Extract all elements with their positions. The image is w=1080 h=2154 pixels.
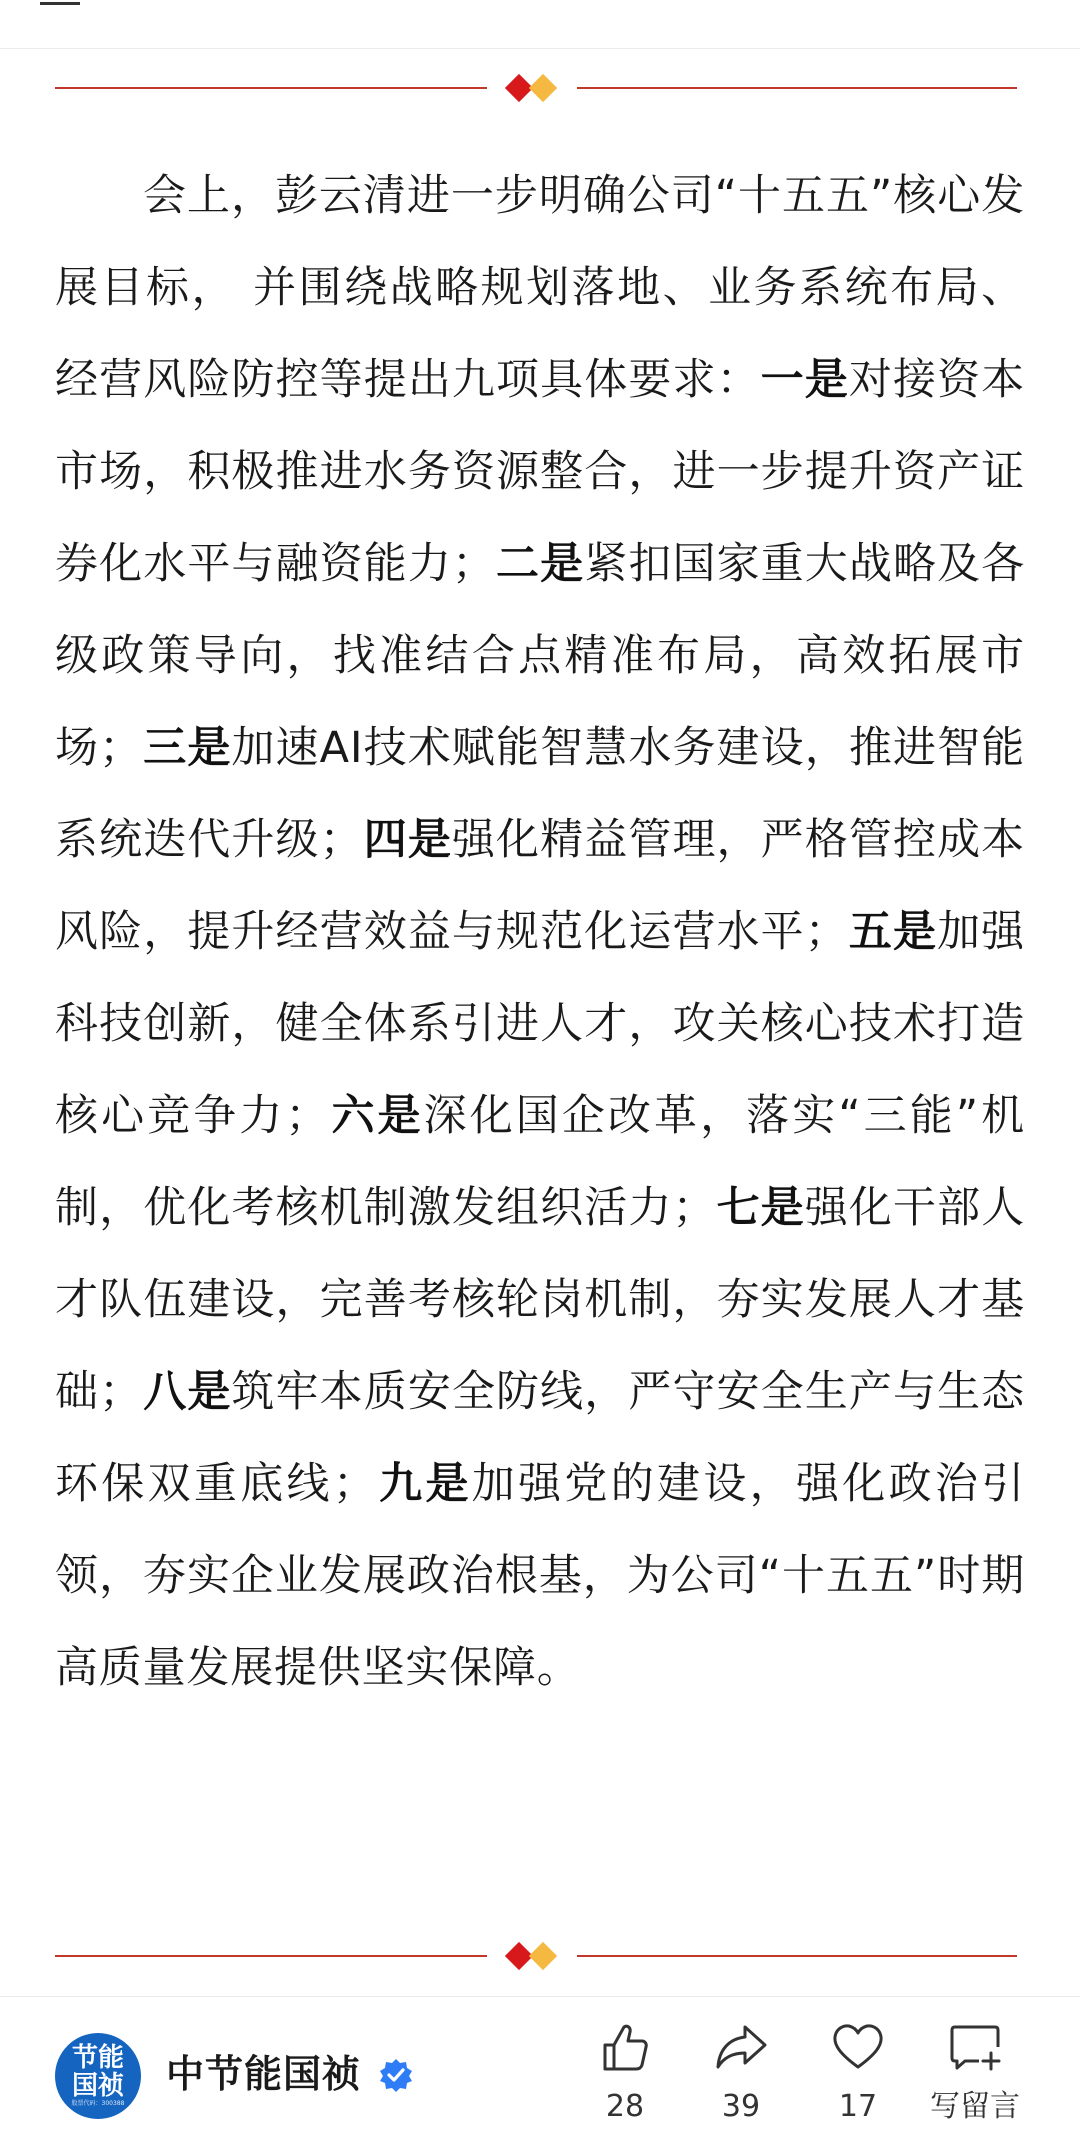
favorite-count: 17 xyxy=(838,2089,878,2124)
avatar-stock-code: 股票代码：300388 xyxy=(71,2100,125,2107)
article-text-segment: 深化国企改革，落实“三能”机制，优化考核机制激发组织活力； xyxy=(55,1091,1025,1233)
favorite-button[interactable] xyxy=(798,2019,918,2125)
gold-diamond-icon xyxy=(529,74,557,102)
article-text-segment: 强化干部人才队伍建设，完善考核轮岗机制，夯实发展人才基础； xyxy=(55,1183,1025,1417)
requirement-marker: 七是 xyxy=(716,1183,805,1233)
ornament-divider-top xyxy=(55,73,1017,103)
thumbs-up-icon xyxy=(597,2019,653,2075)
bottom-action-bar xyxy=(0,1997,1080,2154)
comment-add-icon xyxy=(947,2019,1003,2075)
article-text-segment: 紧扣国家重大战略及各级政策导向，找准结合点精准布局，高效拓展市场； xyxy=(55,539,1026,773)
article-text-segment: 对接资本市场，积极推进水务资源整合，进一步提升资产证券化水平与融资能力； xyxy=(55,355,1026,589)
share-button[interactable] xyxy=(681,2019,801,2125)
article-text-segment: 加强科技创新，健全体系引进人才，攻关核心技术打造核心竞争力； xyxy=(55,907,1025,1141)
divider-line-right xyxy=(577,87,1017,89)
account-avatar[interactable] xyxy=(55,2033,141,2119)
requirement-marker: 八是 xyxy=(142,1367,232,1417)
ornament-divider-bottom xyxy=(55,1941,1017,1971)
requirement-marker: 九是 xyxy=(376,1459,472,1509)
article-text-segment: 会上，彭云清进一步明确公司“十五五”核心发展目标， 并围绕战略规划落地、业务系统布局、经营风险防控等提出九项具体要求： xyxy=(55,171,1025,405)
gold-diamond-icon xyxy=(529,1942,557,1970)
avatar-logo-line-1: 节能 xyxy=(71,2043,124,2073)
article-text-segment: 加速AI技术赋能智慧水务建设，推进智能系统迭代升级； xyxy=(55,723,1025,865)
verified-badge-icon xyxy=(378,2057,414,2093)
article-text-segment: 加强党的建设，强化政治引领，夯实企业发展政治根基，为公司“十五五”时期高质量发展提供坚实保障。 xyxy=(55,1459,1025,1693)
divider-line-left xyxy=(55,87,487,89)
clipped-glyph xyxy=(40,0,80,5)
like-count: 28 xyxy=(605,2089,645,2124)
requirement-marker: 五是 xyxy=(848,907,938,957)
requirement-marker: 二是 xyxy=(495,539,585,589)
requirement-marker: 四是 xyxy=(363,815,452,865)
article-text-segment: 筑牢本质安全防线，严守安全生产与生态环保双重底线； xyxy=(55,1367,1025,1509)
requirement-marker: 一是 xyxy=(760,355,849,405)
divider-line-left xyxy=(55,1955,487,1957)
avatar-logo-line-2: 国祯 xyxy=(71,2071,124,2101)
share-arrow-icon xyxy=(713,2019,769,2075)
like-button[interactable] xyxy=(565,2019,685,2125)
requirement-marker: 六是 xyxy=(329,1091,424,1141)
divider-line-right xyxy=(577,1955,1017,1957)
heart-icon xyxy=(830,2019,886,2075)
article-text-segment: 强化精益管理，严格管控成本风险，提升经营效益与规范化运营水平； xyxy=(55,815,1025,957)
article-paragraph xyxy=(55,150,1025,1714)
write-comment-label: 写留言 xyxy=(930,2089,1020,2124)
requirement-marker: 三是 xyxy=(142,723,232,773)
top-strip xyxy=(0,0,1080,49)
write-comment-button[interactable] xyxy=(915,2019,1035,2125)
share-count: 39 xyxy=(721,2089,761,2124)
account-name[interactable]: 中节能国祯 xyxy=(166,2052,362,2096)
